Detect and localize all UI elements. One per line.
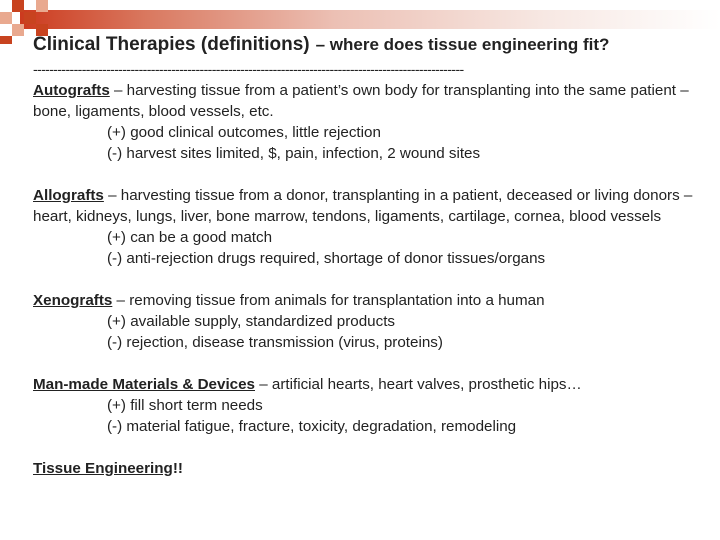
- con-man-made: (-) material fatigue, fracture, toxicity, degradation, remodeling: [107, 418, 517, 435]
- con-allografts: (-) anti-rejection drugs required, shortage of donor tissues/organs: [107, 250, 546, 267]
- slide-title: [33, 34, 693, 58]
- pro-autografts: (+) good clinical outcomes, little rejection: [107, 124, 381, 141]
- pro-allografts: (+) can be a good match: [107, 229, 273, 246]
- definition-xenografts: – removing tissue from animals for transplantation into a human: [112, 292, 545, 309]
- divider-line: ----------------------------------------------------------------------------------------------------------: [33, 61, 464, 77]
- term-autografts: Autografts: [33, 82, 110, 99]
- slide-body: [33, 34, 693, 479]
- final-suffix: !!: [172, 460, 183, 477]
- term-man-made: Man-made Materials & Devices: [33, 376, 255, 393]
- section-man-made: [33, 374, 693, 395]
- pro-man-made: (+) fill short term needs: [107, 397, 263, 414]
- pro-xenografts: (+) available supply, standardized products: [107, 313, 396, 330]
- con-xenografts: (-) rejection, disease transmission (virus, proteins): [107, 334, 443, 351]
- con-autografts: (-) harvest sites limited, $, pain, infection, 2 wound sites: [107, 145, 481, 162]
- header-band: [20, 10, 720, 29]
- definition-allografts: – harvesting tissue from a donor, transplanting in a patient, deceased or living donors – heart, kidneys, lungs, liver, bone marrow, tendons, ligaments, cartilage, cornea, blood vessels: [33, 187, 693, 225]
- section-tissue-engineering: [33, 458, 693, 479]
- term-allografts: Allografts: [33, 187, 104, 204]
- section-autografts: [33, 80, 693, 122]
- title-sub: – where does tissue engineering fit?: [315, 35, 610, 54]
- definition-autografts: – harvesting tissue from a patient’s own body for transplanting into the same patient – bone, ligaments, blood vessels, etc.: [33, 82, 689, 120]
- term-xenografts: Xenografts: [33, 292, 113, 309]
- term-tissue-engineering: Tissue Engineering: [33, 460, 173, 477]
- section-allografts: [33, 185, 693, 227]
- definition-man-made: – artificial hearts, heart valves, prosthetic hips…: [255, 376, 582, 393]
- title-main: Clinical Therapies (definitions): [33, 34, 310, 55]
- section-xenografts: [33, 290, 693, 311]
